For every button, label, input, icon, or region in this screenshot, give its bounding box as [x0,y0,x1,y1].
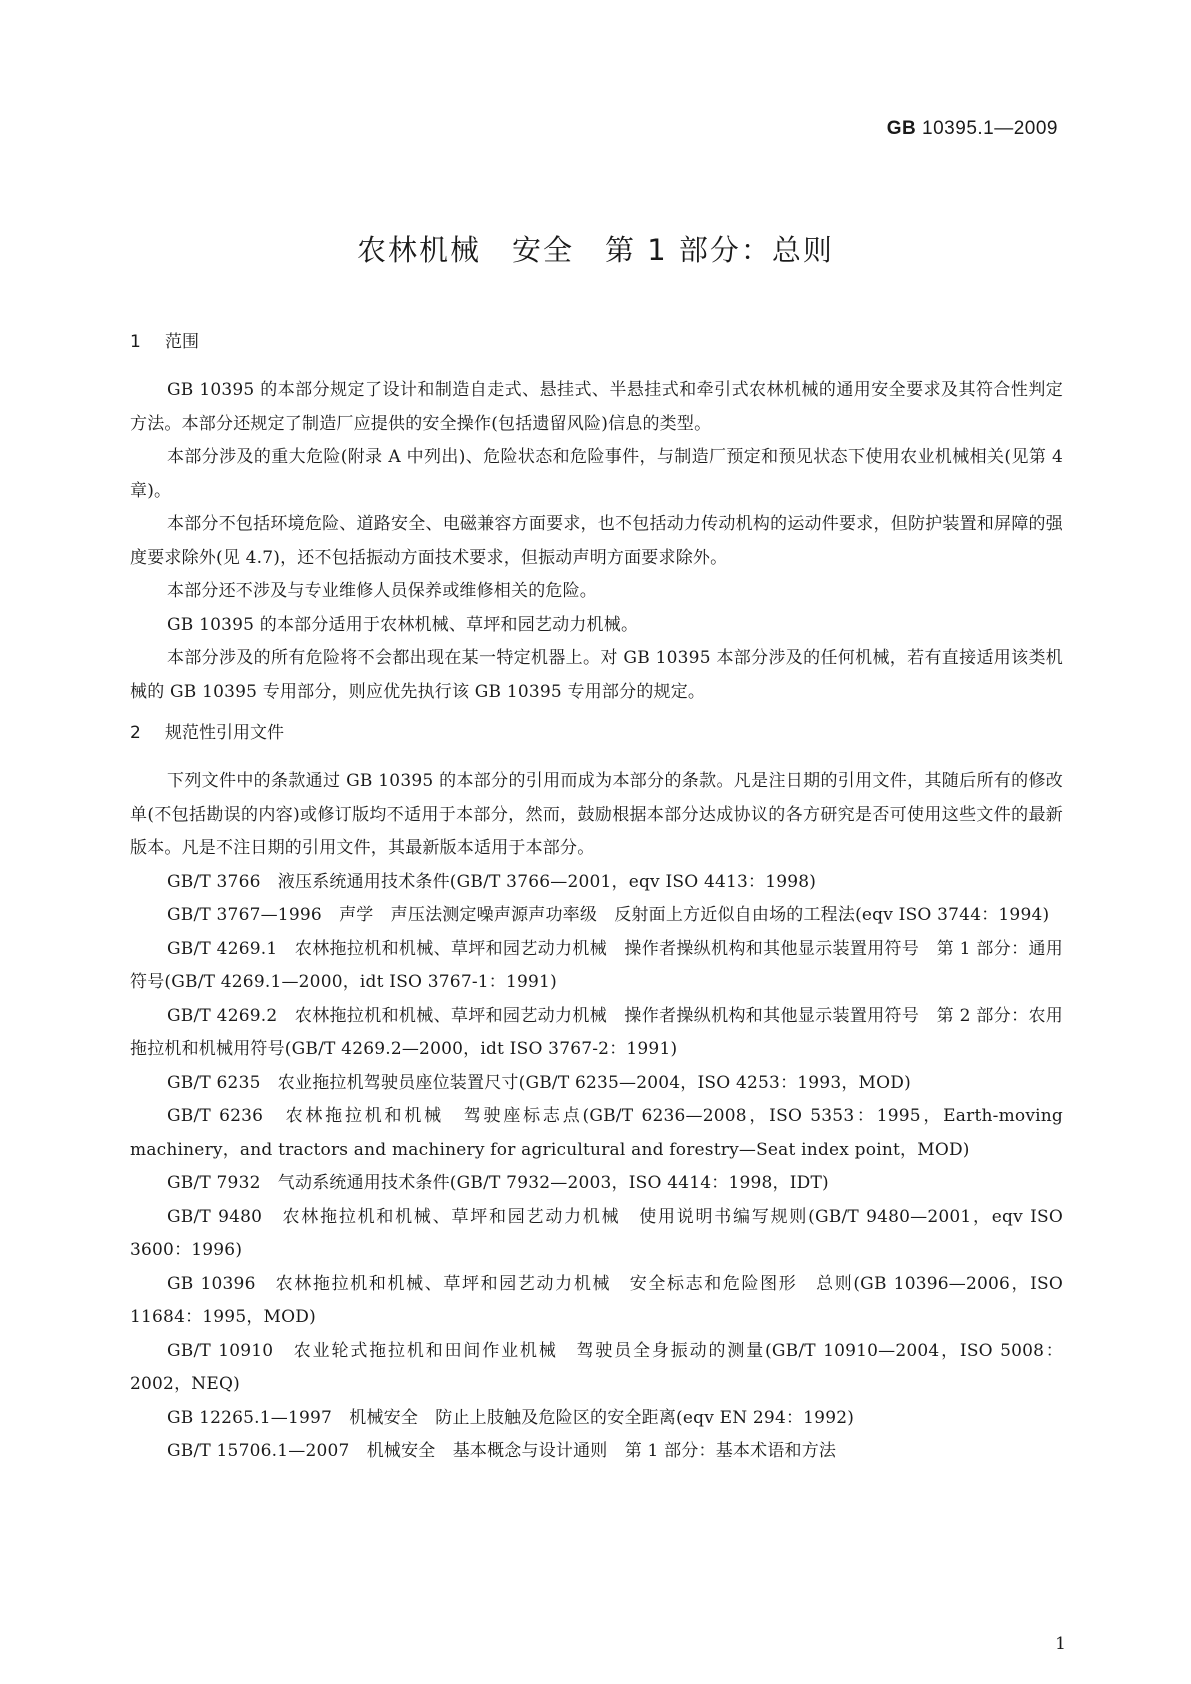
document-body [130,330,1063,1469]
standard-number [887,118,1058,140]
section-title: 规范性引用文件 [165,723,284,743]
reference-item: GB/T 9480 农林拖拉机和机械、草坪和园艺动力机械 使用说明书编写规则(GB/T 9480—2001，eqv ISO 3600：1996) [130,1206,1063,1260]
reference-item: GB/T 4269.1 农林拖拉机和机械、草坪和园艺动力机械 操作者操纵机构和其他显示装置用符号 第 1 部分：通用符号(GB/T 4269.1—2000，idt ISO 3767-1：1991) [130,938,1063,992]
section-1-heading [130,330,1063,354]
paragraph: 本部分涉及的所有危险将不会都出现在某一特定机器上。对 GB 10395 本部分涉及的任何机械，若有直接适用该类机械的 GB 10395 专用部分，则应优先执行该 GB 10395 专用部分的规定。 [130,648,1063,702]
reference-item: GB/T 4269.2 农林拖拉机和机械、草坪和园艺动力机械 操作者操纵机构和其他显示装置用符号 第 2 部分：农用拖拉机和机械用符号(GB/T 4269.2—2000，idt ISO 3767-2：1991) [130,1005,1063,1059]
section-number: 1 [130,332,141,352]
section-number: 2 [130,723,141,743]
section-title: 范围 [165,332,199,352]
reference-item: GB 10396 农林拖拉机和机械、草坪和园艺动力机械 安全标志和危险图形 总则(GB 10396—2006，ISO 11684：1995，MOD) [130,1273,1063,1327]
document-title: 农林机械 安全 第 1 部分：总则 [357,233,834,267]
paragraph: 本部分不包括环境危险、道路安全、电磁兼容方面要求，也不包括动力传动机构的运动件要求，但防护装置和屏障的强度要求除外(见 4.7)，还不包括振动方面技术要求，但振动声明方面要求除外。 [130,514,1063,568]
paragraph: 本部分涉及的重大危险(附录 A 中列出)、危险状态和危险事件，与制造厂预定和预见状态下使用农业机械相关(见第 4 章)。 [130,447,1063,501]
reference-item: GB/T 7932 气动系统通用技术条件(GB/T 7932—2003，ISO 4414：1998，IDT) [167,1173,829,1193]
reference-item: GB/T 3767—1996 声学 声压法测定噪声源声功率级 反射面上方近似自由场的工程法(eqv ISO 3744：1994) [167,905,1050,925]
reference-item: GB 12265.1—1997 机械安全 防止上肢触及危险区的安全距离(eqv EN 294：1992) [167,1407,855,1428]
reference-item: GB/T 6236 农林拖拉机和机械 驾驶座标志点(GB/T 6236—2008，ISO 5353：1995，Earth-moving machinery，and tractors and machinery for agricultural and forestry—Seat index point，MOD) [130,1106,1063,1160]
standard-code: 10395.1—2009 [922,118,1058,139]
standard-prefix: GB [886,118,917,139]
reference-item: GB/T 6235 农业拖拉机驾驶员座位装置尺寸(GB/T 6235—2004，ISO 4253：1993，MOD) [167,1072,911,1093]
paragraph: 本部分还不涉及与专业维修人员保养或维修相关的危险。 [167,581,597,601]
paragraph: GB 10395 的本部分规定了设计和制造自走式、悬挂式、半悬挂式和牵引式农林机械的通用安全要求及其符合性判定方法。本部分还规定了制造厂应提供的安全操作(包括遗留风险)信息的类型。 [130,380,1063,434]
paragraph: 下列文件中的条款通过 GB 10395 的本部分的引用而成为本部分的条款。凡是注日期的引用文件，其随后所有的修改单(不包括勘误的内容)或修订版均不适用于本部分，然而，鼓励根据本部分达成协议的各方研究是否可使用这些文件的最新版本。凡是不注日期的引用文件，其最新版本适用于本部分。 [130,771,1063,858]
reference-item: GB/T 15706.1—2007 机械安全 基本概念与设计通则 第 1 部分：基本术语和方法 [167,1441,837,1461]
paragraph: GB 10395 的本部分适用于农林机械、草坪和园艺动力机械。 [167,614,639,635]
section-2-heading [130,721,1063,745]
page-number: 1 [1055,1634,1066,1654]
reference-item: GB/T 10910 农业轮式拖拉机和田间作业机械 驾驶员全身振动的测量(GB/T 10910—2004，ISO 5008：2002，NEQ) [130,1340,1063,1394]
reference-item: GB/T 3766 液压系统通用技术条件(GB/T 3766—2001，eqv ISO 4413：1998) [167,871,817,892]
